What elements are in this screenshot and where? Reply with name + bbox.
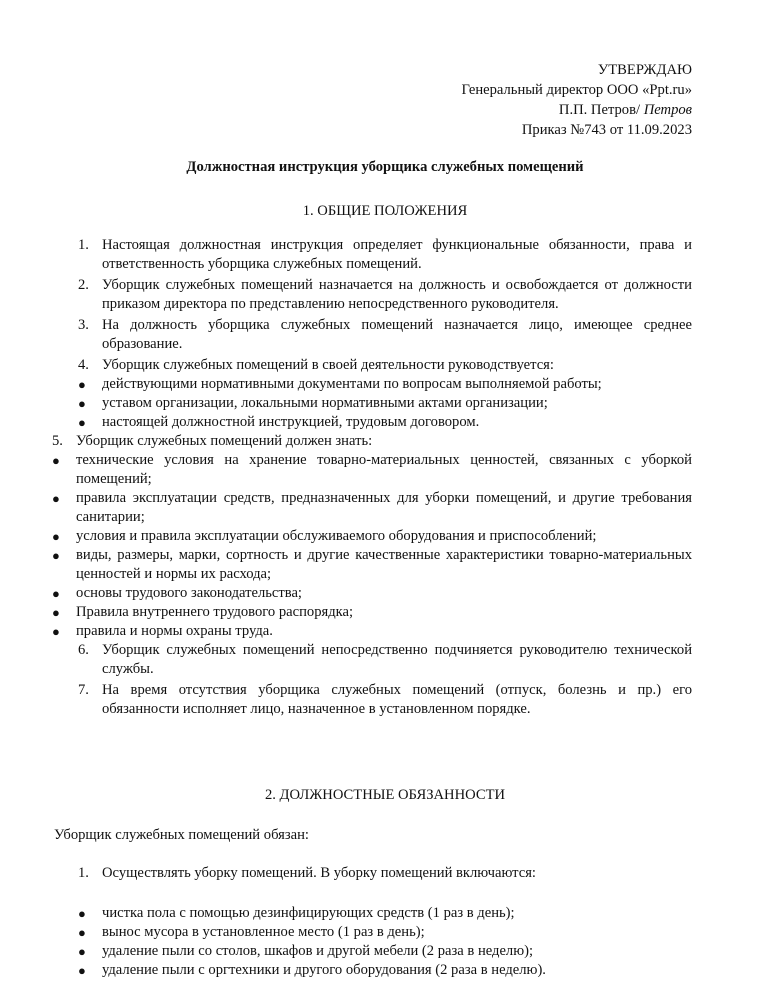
bullet-icon: ● — [78, 963, 86, 978]
bullet-icon: ● — [52, 548, 60, 563]
list-item — [78, 394, 680, 413]
bullet-text: удаление пыли с оргтехники и другого оборудования (2 раза в неделю). — [102, 962, 546, 978]
list-item — [52, 432, 690, 451]
bullet-icon: ● — [52, 624, 60, 639]
bullet-text: основы трудового законодательства; — [76, 585, 302, 601]
list-item — [52, 451, 692, 489]
bullet-icon: ● — [78, 415, 86, 430]
list-item — [52, 527, 692, 546]
bullet-text: удаление пыли со столов, шкафов и другой мебели (2 раза в неделю); — [102, 943, 534, 959]
list-item — [78, 413, 680, 432]
list-item — [52, 622, 692, 641]
bullet-icon: ● — [78, 396, 86, 411]
item-text: Уборщик служебных помещений в своей деятельности руководствуется: — [102, 357, 554, 373]
section-2-list — [0, 864, 770, 883]
item-text: На время отсутствия уборщика служебных помещений (отпуск, болезнь и пр.) его обязанности исполняет лицо, назначенное в установленном порядке. — [102, 682, 692, 717]
list-item — [78, 641, 692, 679]
item-number: 4. — [78, 357, 89, 373]
item-number: 3. — [78, 317, 89, 333]
section-2-title: 2. ДОЛЖНОСТНЫЕ ОБЯЗАННОСТИ — [264, 787, 506, 803]
list-item — [52, 584, 692, 603]
bullet-icon: ● — [78, 906, 86, 921]
item-number: 5. — [52, 433, 63, 449]
item-text: Уборщик служебных помещений назначается на должность и освобождается от должности приказом директора по представлению непосредственного руководителя. — [102, 277, 692, 312]
list-item — [78, 681, 692, 719]
list-item — [52, 489, 692, 527]
item-text: Осуществлять уборку помещений. В уборку помещений включаются: — [102, 865, 536, 881]
bullet-text: чистка пола с помощью дезинфицирующих средств (1 раз в день); — [102, 905, 515, 921]
bullet-text: правила и нормы охраны труда. — [76, 623, 273, 639]
item-number: 1. — [78, 237, 89, 253]
bullet-icon: ● — [78, 944, 86, 959]
item-number: 1. — [78, 865, 89, 881]
bullet-text: условия и правила эксплуатации обслуживаемого оборудования и приспособлений; — [76, 528, 597, 544]
bullet-text: Правила внутреннего трудового распорядка; — [76, 604, 354, 620]
list-item — [78, 864, 692, 883]
list-item — [78, 923, 692, 942]
approval-signature: Петров — [643, 102, 692, 118]
list-item — [78, 236, 692, 274]
bullet-icon: ● — [52, 605, 60, 620]
item-text: Уборщик служебных помещений должен знать: — [76, 433, 373, 449]
list-item — [78, 316, 692, 354]
item-number: 6. — [78, 642, 89, 658]
item-number: 7. — [78, 682, 89, 698]
section-2-bullets — [0, 904, 770, 980]
section-1-title: 1. ОБЩИЕ ПОЛОЖЕНИЯ — [302, 203, 468, 219]
item-text: Настоящая должностная инструкция определяет функциональные обязанности, права и ответственность уборщика служебных помещений. — [102, 237, 692, 272]
bullet-icon: ● — [78, 377, 86, 392]
bullet-icon: ● — [52, 491, 60, 506]
approval-name-line — [462, 100, 692, 120]
section-1-list-a — [0, 236, 770, 719]
bullet-text: технические условия на хранение товарно-материальных ценностей, связанных с уборкой помещений; — [76, 452, 692, 487]
list-item — [78, 904, 692, 923]
list-item — [78, 276, 692, 314]
section-2-intro: Уборщик служебных помещений обязан: — [54, 827, 309, 843]
document-title: Должностная инструкция уборщика служебных помещений — [186, 159, 584, 175]
approval-position: Генеральный директор ООО «Ppt.ru» — [461, 82, 692, 98]
approval-order: Приказ №743 от 11.09.2023 — [521, 122, 692, 138]
approval-heading: УТВЕРЖДАЮ — [597, 62, 692, 78]
bullet-icon: ● — [52, 453, 60, 468]
item-text: Уборщик служебных помещений непосредственно подчиняется руководителю технической службы. — [102, 642, 692, 677]
list-item — [78, 356, 692, 375]
approval-name: П.П. Петров/ — [558, 102, 641, 118]
list-item — [52, 603, 692, 622]
bullet-icon: ● — [52, 529, 60, 544]
item-number: 2. — [78, 277, 89, 293]
list-item — [52, 546, 692, 584]
bullet-text: настоящей должностной инструкцией, трудовым договором. — [102, 414, 480, 430]
bullet-text: правила эксплуатации средств, предназначенных для уборки помещений, и другие требования санитарии; — [76, 490, 692, 525]
list-item — [78, 961, 692, 980]
bullet-text: виды, размеры, марки, сортность и другие качественные характеристики товарно-материальных ценностей и нормы их расхода; — [76, 547, 692, 582]
approval-block — [462, 60, 692, 140]
bullet-text: вынос мусора в установленное место (1 раз в день); — [102, 924, 425, 940]
bullet-icon: ● — [78, 925, 86, 940]
item-text: На должность уборщика служебных помещений назначается лицо, имеющее среднее образование. — [102, 317, 692, 352]
list-item — [78, 942, 692, 961]
bullet-icon: ● — [52, 586, 60, 601]
bullet-text: уставом организации, локальными нормативными актами организации; — [102, 395, 548, 411]
list-item — [78, 375, 680, 394]
bullet-text: действующими нормативными документами по вопросам выполняемой работы; — [102, 376, 602, 392]
